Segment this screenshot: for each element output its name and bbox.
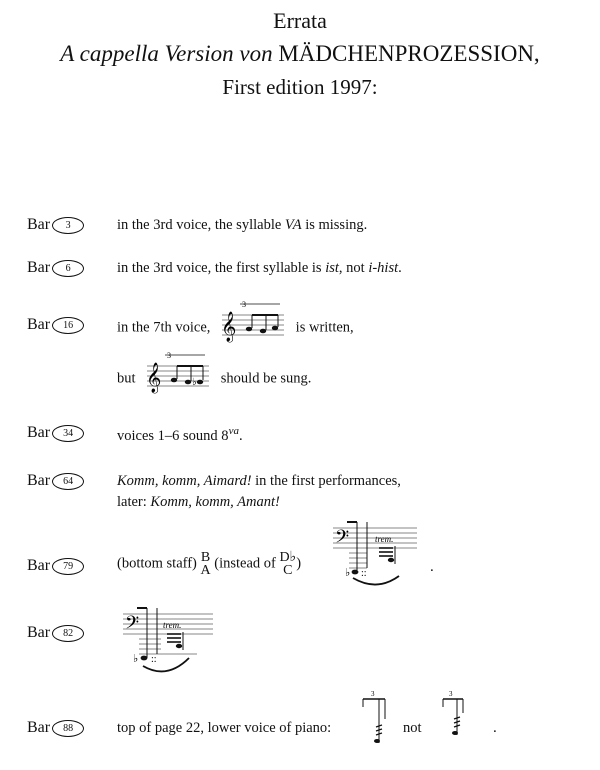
music-example-correct bbox=[143, 351, 213, 393]
svg-text:::: :: bbox=[151, 654, 157, 665]
erratum-text-line-2: later: Komm, komm, Amant! bbox=[117, 494, 280, 510]
svg-text:3: 3 bbox=[371, 690, 375, 698]
bass-clef-icon: 𝄢 bbox=[335, 527, 350, 552]
flat-icon: ♭ bbox=[192, 377, 197, 388]
bass-clef-icon: 𝄢 bbox=[125, 613, 140, 638]
bar-label: Bar bbox=[27, 316, 51, 333]
bar-label: Bar bbox=[27, 557, 51, 574]
svg-text:3: 3 bbox=[449, 690, 453, 698]
erratum-text: (bottom staff) B A (instead of D♭ C ) bbox=[117, 550, 302, 578]
bar-number: 88 bbox=[52, 720, 84, 737]
bar-number: 82 bbox=[52, 625, 84, 642]
bar-label: Bar bbox=[27, 216, 51, 233]
svg-text:::: :: bbox=[361, 568, 367, 579]
incorrect-notes: D♭ C bbox=[279, 550, 297, 578]
subtitle-version: A cappella Version von bbox=[60, 41, 273, 66]
errata-subtitle bbox=[0, 41, 600, 67]
correct-notes: B A bbox=[200, 550, 211, 578]
erratum-text: in the 3rd voice, the syllable VA is missing. bbox=[117, 217, 368, 233]
bar-number: 64 bbox=[52, 473, 84, 490]
music-example-bar-79 bbox=[327, 520, 437, 590]
subtitle-work: MÄDCHENPROZESSION, bbox=[278, 41, 540, 66]
svg-text:trem.: trem. bbox=[375, 534, 394, 544]
erratum-text-line-1: Komm, komm, Aimard! in the first performances, bbox=[117, 473, 401, 489]
erratum-text-correction: but 𝄞 3 ♭ should be sung. bbox=[117, 351, 312, 393]
music-example-incorrect-88 bbox=[439, 691, 479, 751]
bar-label: Bar bbox=[27, 472, 51, 489]
flat-icon: ♭ bbox=[345, 567, 351, 579]
erratum-text: in the 3rd voice, the first syllable is ist, not i-hist. bbox=[117, 260, 402, 276]
end-period: . bbox=[430, 559, 434, 575]
svg-text:trem.: trem. bbox=[163, 620, 182, 630]
svg-text:3: 3 bbox=[167, 351, 172, 360]
errata-title: Errata bbox=[273, 8, 327, 33]
treble-clef-icon: 𝄞 bbox=[146, 363, 162, 393]
erratum-text: top of page 22, lower voice of piano: bbox=[117, 720, 332, 736]
svg-text:3: 3 bbox=[242, 300, 247, 309]
flat-icon: ♭ bbox=[133, 653, 139, 665]
music-example-bar-82 bbox=[119, 606, 229, 676]
music-example-correct-88 bbox=[357, 691, 397, 751]
bar-label: Bar bbox=[27, 624, 51, 641]
erratum-text: in the 7th voice, 𝄞 3 is written, bbox=[117, 300, 354, 342]
bar-number: 34 bbox=[52, 425, 84, 442]
bar-number: 79 bbox=[52, 558, 84, 575]
bar-number: 3 bbox=[52, 217, 84, 234]
music-example-written bbox=[218, 300, 288, 342]
not-label: not bbox=[403, 720, 422, 736]
bar-label: Bar bbox=[27, 259, 51, 276]
treble-clef-icon: 𝄞 bbox=[221, 312, 237, 342]
bar-label: Bar bbox=[27, 424, 51, 441]
bar-number: 6 bbox=[52, 260, 84, 277]
edition-line: First edition 1997: bbox=[222, 75, 378, 99]
end-period: . bbox=[493, 720, 497, 736]
bar-number: 16 bbox=[52, 317, 84, 334]
erratum-text: voices 1–6 sound $8^{va}$. bbox=[117, 425, 243, 444]
bar-label: Bar bbox=[27, 719, 51, 736]
